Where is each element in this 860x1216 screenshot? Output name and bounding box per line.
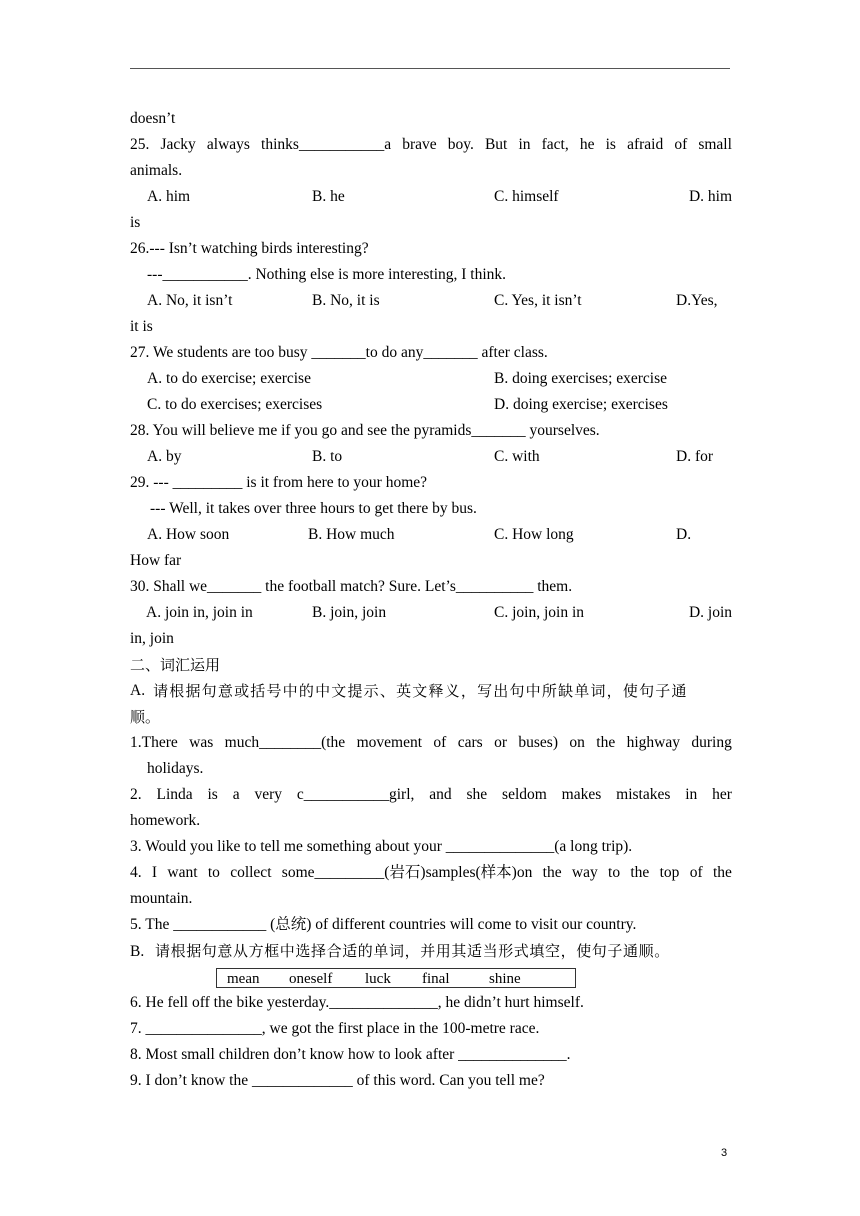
text-line: in, join — [130, 630, 174, 647]
header-rule — [130, 68, 730, 69]
section-b-instruction: B. 请根据句意从方框中选择合适的单词，并用其适当形式填空，使句子通顺。 — [130, 942, 670, 960]
option-b: B. to — [312, 448, 343, 465]
question-28-options — [130, 444, 732, 470]
text-line: it is — [130, 318, 153, 335]
option-d: D. doing exercise; exercises — [494, 396, 668, 413]
text-line: is — [130, 214, 141, 231]
text-line: 顺。 — [130, 708, 161, 726]
option-c: C. to do exercises; exercises — [147, 396, 323, 413]
vocab-1-stem: 1.There was much________(the movement of cars or buses) on the highway during — [130, 734, 732, 751]
option-a: A. join in, join in — [146, 604, 253, 621]
option-b: B. doing exercises; exercise — [494, 370, 668, 387]
text-line: animals. — [130, 162, 183, 179]
option-a: A. to do exercise; exercise — [147, 370, 311, 387]
option-d: D. him — [688, 188, 732, 205]
question-25-options — [130, 184, 732, 210]
option-b: B. join, join — [312, 604, 387, 621]
option-b: B. he — [312, 188, 345, 205]
question-28-stem: 28. You will believe me if you go and see the pyramids_______ yourselves. — [130, 422, 600, 439]
option-a: A. No, it isn’t — [147, 292, 233, 309]
word-bank-item: luck — [365, 971, 391, 987]
text-line: ---___________. Nothing else is more interesting, I think. — [147, 266, 507, 283]
option-d: D.Yes, — [676, 292, 718, 309]
option-c: C. Yes, it isn’t — [494, 292, 582, 309]
document-body — [130, 106, 732, 1094]
word-bank-item: mean — [227, 971, 260, 987]
word-bank-row — [130, 964, 732, 990]
question-27-options — [130, 366, 732, 392]
text-line: How far — [130, 552, 182, 569]
vocab-9: 9. I don’t know the _____________ of this word. Can you tell me? — [130, 1072, 545, 1089]
option-d: D. join — [688, 604, 732, 621]
text-line: holidays. — [147, 760, 204, 777]
question-30-options — [130, 600, 732, 626]
option-b: B. How much — [308, 526, 395, 543]
vocab-3: 3. Would you like to tell me something about your ______________(a long trip). — [130, 838, 633, 855]
text-line: mountain. — [130, 890, 193, 907]
word-bank-item: shine — [489, 971, 521, 987]
question-25-stem: 25. Jacky always thinks___________a brave boy. But in fact, he is afraid of small — [130, 136, 732, 153]
option-d: D. — [676, 526, 692, 543]
option-c: C. How long — [494, 526, 574, 543]
option-d: D. for — [676, 448, 714, 465]
question-26-options — [130, 288, 732, 314]
question-27-stem: 27. We students are too busy _______to do any_______ after class. — [130, 344, 548, 361]
option-a: A. by — [147, 448, 182, 465]
section-heading: 二、词汇运用 — [130, 656, 221, 674]
option-c: C. join, join in — [494, 604, 584, 621]
question-29-options — [130, 522, 732, 548]
word-bank-item: final — [422, 971, 450, 987]
vocab-2-stem: 2. Linda is a very c___________girl, and she seldom makes mistakes in her — [130, 786, 732, 803]
text-line: doesn’t — [130, 110, 176, 127]
word-bank-item: oneself — [289, 971, 333, 987]
option-a: A. How soon — [147, 526, 230, 543]
text-line: homework. — [130, 812, 201, 829]
question-27-options — [130, 392, 732, 418]
question-29-stem: 29. --- _________ is it from here to your home? — [130, 474, 428, 491]
option-b: B. No, it is — [312, 292, 380, 309]
vocab-8: 8. Most small children don’t know how to look after ______________. — [130, 1046, 571, 1063]
vocab-5: 5. The ____________ (总统) of different countries will come to visit our country. — [130, 916, 637, 933]
page-number: 3 — [721, 1147, 728, 1159]
option-a: A. him — [147, 188, 191, 205]
text-line: --- Well, it takes over three hours to get there by bus. — [150, 500, 477, 517]
question-26-stem: 26.--- Isn’t watching birds interesting? — [130, 240, 369, 257]
section-a-instruction: A. 请根据句意或括号中的中文提示、英文释义，写出句中所缺单词，使句子通 — [130, 682, 688, 700]
option-c: C. with — [494, 448, 540, 465]
vocab-7: 7. _______________, we got the first place in the 100-metre race. — [130, 1020, 540, 1037]
word-bank-box — [216, 968, 576, 988]
vocab-6: 6. He fell off the bike yesterday.______________, he didn’t hurt himself. — [130, 994, 584, 1011]
vocab-4-stem: 4. I want to collect some_________(岩石)samples(样本)on the way to the top of the — [130, 864, 732, 881]
option-c: C. himself — [494, 188, 559, 205]
question-30-stem: 30. Shall we_______ the football match? Sure. Let’s__________ them. — [130, 578, 573, 595]
